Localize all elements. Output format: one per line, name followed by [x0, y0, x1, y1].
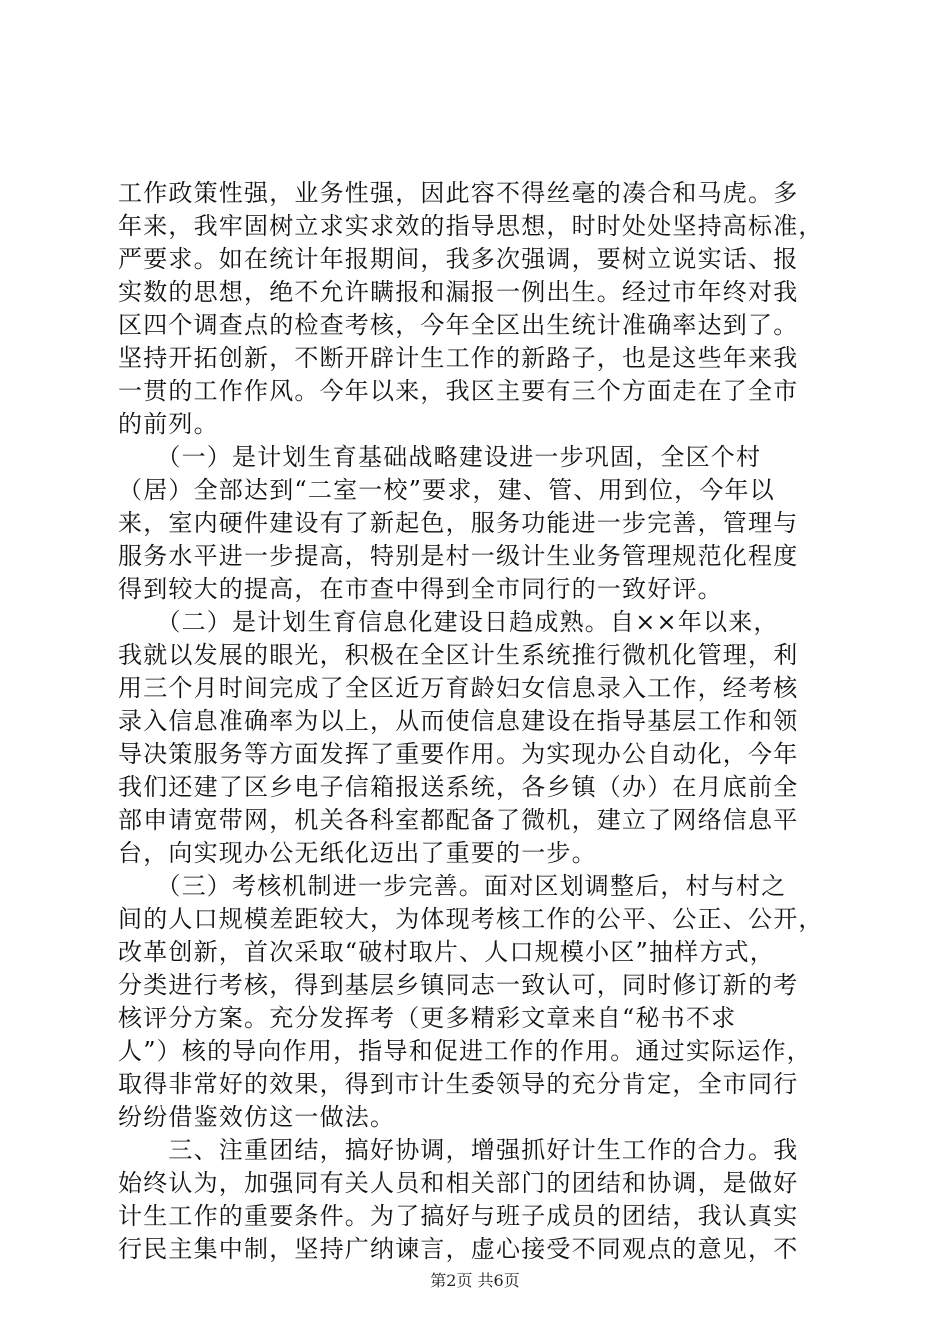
text-line: 实数的思想，绝不允许瞒报和漏报一例出生。经过市年终对我 — [118, 278, 799, 306]
text-line: 分类进行考核，得到基层乡镇同志一致认可，同时修订新的考 — [118, 971, 799, 999]
text-line: 间的人口规模差距较大，为体现考核工作的公平、公正、公开， — [118, 905, 824, 933]
text-line: 我就以发展的眼光，积极在全区计生系统推行微机化管理，利 — [118, 641, 799, 669]
text-line: 录入信息准确率为以上，从而使信息建设在指导基层工作和领 — [118, 707, 799, 735]
text-line: 年来，我牢固树立求实求效的指导思想，时时处处坚持高标准， — [118, 212, 824, 240]
text-line: 取得非常好的效果，得到市计生委领导的充分肯定，全市同行 — [118, 1070, 799, 1098]
text-line: （一）是计划生育基础战略建设进一步巩固，全区个村 — [118, 443, 762, 471]
text-line: 核评分方案。充分发挥考（更多精彩文章来自“秘书不求 — [118, 1004, 737, 1032]
text-line: 来，室内硬件建设有了新起色，服务功能进一步完善，管理与 — [118, 509, 799, 537]
text-line: 导决策服务等方面发挥了重要作用。为实现办公自动化，今年 — [118, 740, 799, 768]
text-line: 服务水平进一步提高，特别是村一级计生业务管理规范化程度 — [118, 542, 799, 570]
text-line: 部申请宽带网，机关各科室都配备了微机，建立了网络信息平 — [118, 806, 799, 834]
text-line: 台，向实现办公无纸化迈出了重要的一步。 — [118, 839, 597, 867]
text-line: （二）是计划生育信息化建设日趋成熟。自××年以来， — [118, 608, 779, 636]
text-line: （三）考核机制进一步完善。面对区划调整后，村与村之 — [118, 872, 787, 900]
text-line: 的前列。 — [118, 410, 219, 438]
text-line: 坚持开拓创新，不断开辟计生工作的新路子，也是这些年来我 — [118, 344, 799, 372]
text-line: 行民主集中制，坚持广纳谏言，虚心接受不同观点的意见，不 — [118, 1235, 799, 1263]
text-line: 三、注重团结，搞好协调，增强抓好计生工作的合力。我 — [118, 1136, 799, 1164]
text-line: 我们还建了区乡电子信箱报送系统，各乡镇（办）在月底前全 — [118, 773, 799, 801]
text-line: 始终认为，加强同有关人员和相关部门的团结和协调，是做好 — [118, 1169, 799, 1197]
text-line: 改革创新，首次采取“破村取片、人口规模小区”抽样方式， — [118, 938, 775, 966]
text-line: 一贯的工作作风。今年以来，我区主要有三个方面走在了全市 — [118, 377, 799, 405]
text-line: 得到较大的提高，在市查中得到全市同行的一致好评。 — [118, 575, 723, 603]
text-line: 严要求。如在统计年报期间，我多次强调，要树立说实话、报 — [118, 245, 799, 273]
text-line: （居）全部达到“二室一校”要求，建、管、用到位，今年以 — [118, 476, 775, 504]
text-line: 工作政策性强，业务性强，因此容不得丝毫的凑合和马虎。多 — [118, 179, 799, 207]
page-number-footer: 第2页 共6页 — [430, 1271, 520, 1290]
text-line: 用三个月时间完成了全区近万育龄妇女信息录入工作，经考核 — [118, 674, 799, 702]
text-line: 纷纷借鉴效仿这一做法。 — [118, 1103, 396, 1131]
text-line: 人”）核的导向作用，指导和促进工作的作用。通过实际运作， — [118, 1037, 812, 1065]
text-line: 计生工作的重要条件。为了搞好与班子成员的团结，我认真实 — [118, 1202, 799, 1230]
text-line: 区四个调查点的检查考核，今年全区出生统计准确率达到了。 — [118, 311, 799, 339]
